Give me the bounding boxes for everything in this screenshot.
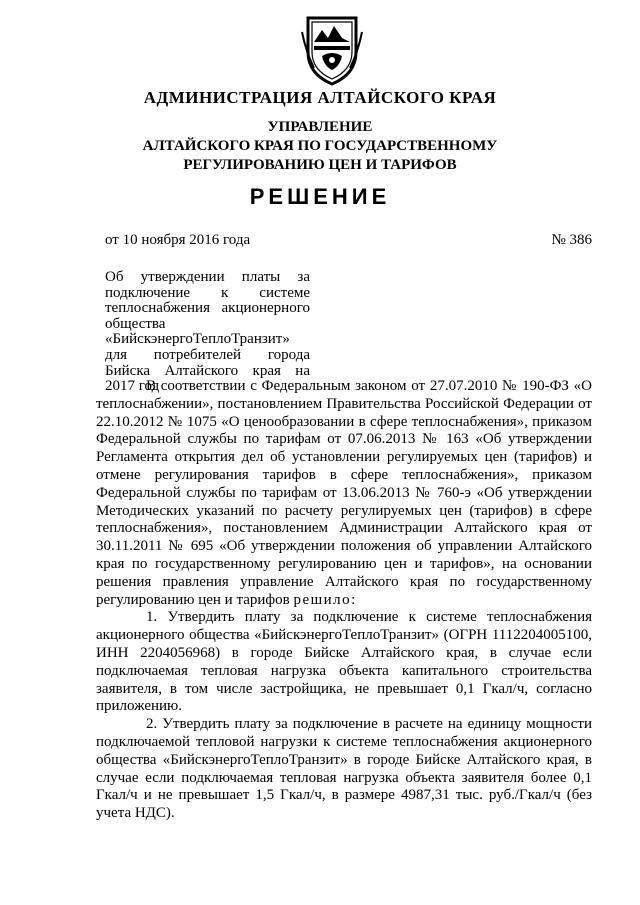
preamble-paragraph xyxy=(96,378,592,609)
item-2-paragraph: 2. Утвердить плату за подключение в расчете на единицу мощности подключаемой тепловой нагрузки к системе теплоснабжения акционерного общества «БийскэнергоТеплоТранзит» в городе Бийске Алтайского края, в случае если подключаемая тепловая нагрузка объекта заявителя более 0,1 Гкал/ч и не превышает 1,5 Гкал/ч, в размере 4987,31 тыс. руб./Гкал/ч (без учета НДС). xyxy=(96,716,592,822)
department-line: РЕГУЛИРОВАНИЮ ЦЕН И ТАРИФОВ xyxy=(183,157,457,173)
preamble-text: В соответствии с Федеральным законом от 27.07.2010 № 190-ФЗ «О теплоснабжении», постановлением Правительства Российской Федерации от 22.10.2012 № 1075 «О ценообразовании в сфере теплоснабжения», приказом Федеральной службы по тарифам от 07.06.2013 № 163 «Об утверждении Регламента открытия дел об установлении регулируемых цен (тарифов) и отмене регулирования тарифов в сфере теплоснабжения», приказом Федеральной службы по тарифам от 13.06.2013 № 760-э «Об утверждении Методических указаний по расчету регулируемых цен (тарифов) в сфере теплоснабжения», постановлением Администрации Алтайского края от 30.11.2011 № 695 «Об утверждении положения об управлении Алтайского края по государственному регулированию цен и тарифов», на основании решения правления управление Алтайского края по государственному регулированию цен и тарифов xyxy=(96,378,592,608)
document-date: от 10 ноября 2016 года xyxy=(105,232,251,248)
administration-name: АДМИНИСТРАЦИЯ АЛТАЙСКОГО КРАЯ xyxy=(143,88,497,107)
document-type-title: РЕШЕНИЕ xyxy=(249,184,391,209)
document-body xyxy=(96,378,592,823)
coat-of-arms-icon xyxy=(300,12,364,86)
department-name xyxy=(0,118,640,175)
item-1-paragraph: 1. Утвердить плату за подключение к системе теплоснабжения акционерного общества «БийскэнергоТеплоТранзит» (ОГРН 1112204005100, ИНН 2204056968) в городе Бийске Алтайского края, в случае если подключаемая тепловая нагрузка объекта капитального строительства заявителя, в том числе застройщика, не превышает 0,1 Гкал/ч, согласно приложению. xyxy=(96,609,592,715)
document-subject: Об утверждении платы за подключение к системе теплоснабжения акционерного общества «БийскэнергоТеплоТранзит» для потребителей города Бийска Алтайского края на 2017 год xyxy=(105,269,310,395)
decided-word: решило: xyxy=(293,591,357,608)
department-line: УПРАВЛЕНИЕ xyxy=(267,119,373,135)
document-number: № 386 xyxy=(551,232,592,248)
department-line: АЛТАЙСКОГО КРАЯ ПО ГОСУДАРСТВЕННОМУ xyxy=(142,138,498,154)
